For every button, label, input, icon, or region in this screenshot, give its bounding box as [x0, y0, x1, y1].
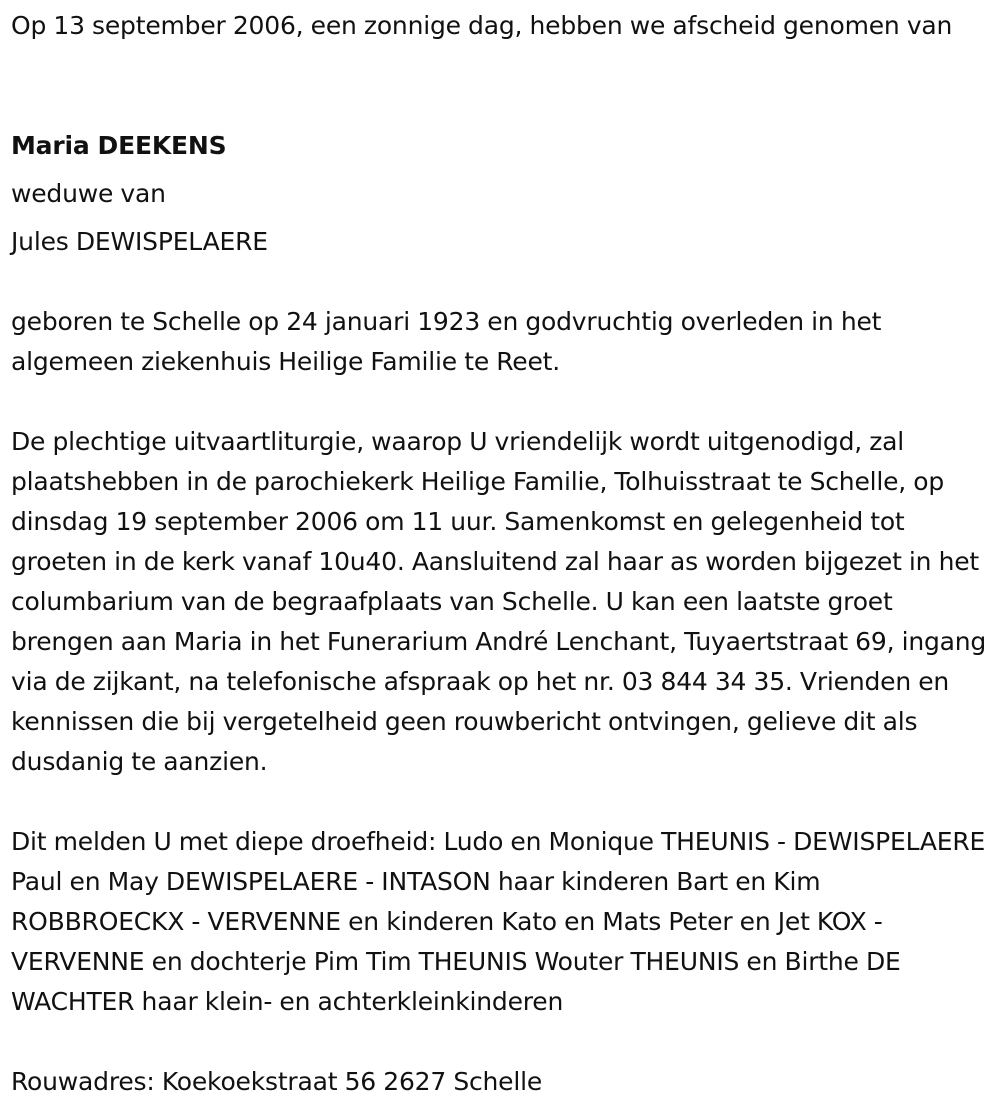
intro-text: Op 13 september 2006, een zonnige dag, hebben we afscheid genomen van	[11, 11, 953, 40]
family-announcement-text: Dit melden U met diepe droefheid: Ludo en Monique THEUNIS - DEWISPELAERE Paul en May DEWISPELAERE - INTASON haar kinderen Bart en Kim ROBBROECKX - VERVENNE en kinderen Kato en Mats Peter en Jet KOX - VERVENNE en dochterje Pim Tim THEUNIS Wouter THEUNIS en Birthe DE WACHTER haar klein- en achterkleinkinderen	[11, 827, 986, 1016]
mourning-address: Rouwadres: Koekoekstraat 56 2627 Schelle	[11, 1067, 543, 1096]
birth-death-text: geboren te Schelle op 24 januari 1923 en godvruchtig overleden in het algemeen ziekenhuis Heilige Familie te Reet.	[11, 307, 882, 376]
funeral-details-text: De plechtige uitvaartliturgie, waarop U vriendelijk wordt uitgenodigd, zal plaatshebben in de parochiekerk Heilige Familie, Tolhuisstraat te Schelle, op dinsdag 19 september 2006 om 11 uur. Samenkomst en gelegenheid tot groeten in de kerk vanaf 10u40. Aansluitend zal haar as worden bijgezet in het columbarium van de begraafplaats van Schelle. U kan een laatste groet brengen aan Maria in het Funerarium André Lenchant, Tuyaertstraat 69, ingang via de zijkant, na telefonische afspraak op het nr. 03 844 34 35. Vrienden en kennissen die bij vergetelheid geen rouwbericht ontvingen, gelieve dit als dusdanig te aanzien.	[11, 427, 987, 776]
spouse-name: Jules DEWISPELAERE	[11, 227, 268, 256]
widow-of-label: weduwe van	[11, 179, 166, 208]
deceased-name: Maria DEEKENS	[11, 131, 227, 160]
